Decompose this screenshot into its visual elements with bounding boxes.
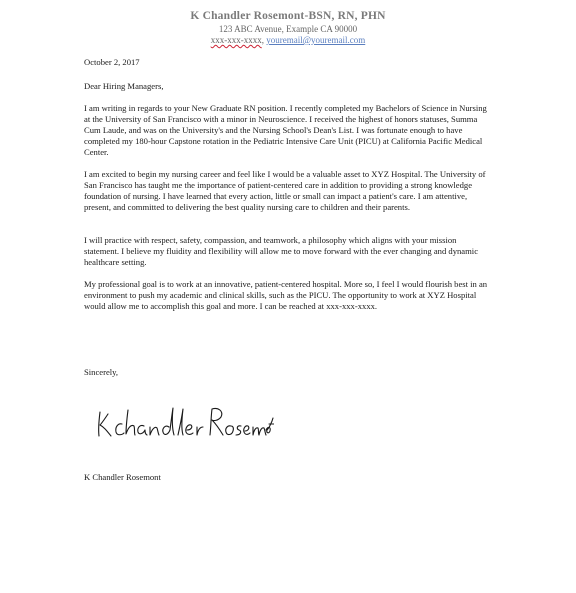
letter-paragraph [84, 169, 492, 213]
letterhead-address: 123 ABC Avenue, Example CA 90000 [218, 24, 358, 34]
paragraph-text: I will practice with respect, safety, compassion, and teamwork, a philosophy which aligns with your mission statement. I believe my fluidity and flexibility will allow me to move forward with the ever changing and dynamic healthcare setting. [84, 235, 479, 267]
letter-paragraph [84, 279, 492, 312]
paragraph-text: I am writing in regards to your New Graduate RN position. I recently completed my Bachelors of Science in Nursing at the University of San Francisco with a minor in Neuroscience. I received the highest of honors statuses, Summa Cum Laude, and was on the University's and the Nursing School's Dean's List. I was fortunate enough to have completed my 180-hour Capstone rotation in the Pediatric Intensive Care Unit (PICU) at California Pacific Medical Center. [84, 103, 487, 157]
letterhead-phone: xxx-xxx-xxxx [210, 35, 262, 45]
letterhead-contact [0, 35, 576, 46]
letter-paragraph [84, 235, 492, 268]
signer-name: K Chandler Rosemont [84, 472, 161, 482]
paragraph-text: I am excited to begin my nursing career and feel like I would be a valuable asset to XYZ Hospital. The University of San Francisco has taught me the importance of patient-centered care in addition to providing a strong knowledge foundation of nursing. I have learned that every action, little or small can impact a patient's care. I am attentive, present, and committed to delivering the best quality nursing care to children and their parents. [84, 169, 486, 212]
letter-salutation: Dear Hiring Managers, [84, 81, 164, 91]
letter-date: October 2, 2017 [84, 57, 140, 67]
handwritten-signature [94, 402, 274, 442]
letter-paragraph [84, 103, 492, 158]
letterhead-email-link[interactable]: youremail@youremail.com [266, 35, 366, 45]
letter-closing: Sincerely, [84, 367, 119, 377]
contact-separator: , [261, 35, 267, 45]
paragraph-text: My professional goal is to work at an innovative, patient-centered hospital. More so, I feel I would flourish best in an environment to push my academic and clinical skills, such as the PICU. The opportunity to work at XYZ Hospital would allow me to accomplish this goal and more. I can be reached at xxx-xxx-xxxx. [84, 279, 488, 311]
letterhead [0, 10, 576, 46]
letterhead-name: K Chandler Rosemont-BSN, RN, PHN [190, 10, 386, 22]
